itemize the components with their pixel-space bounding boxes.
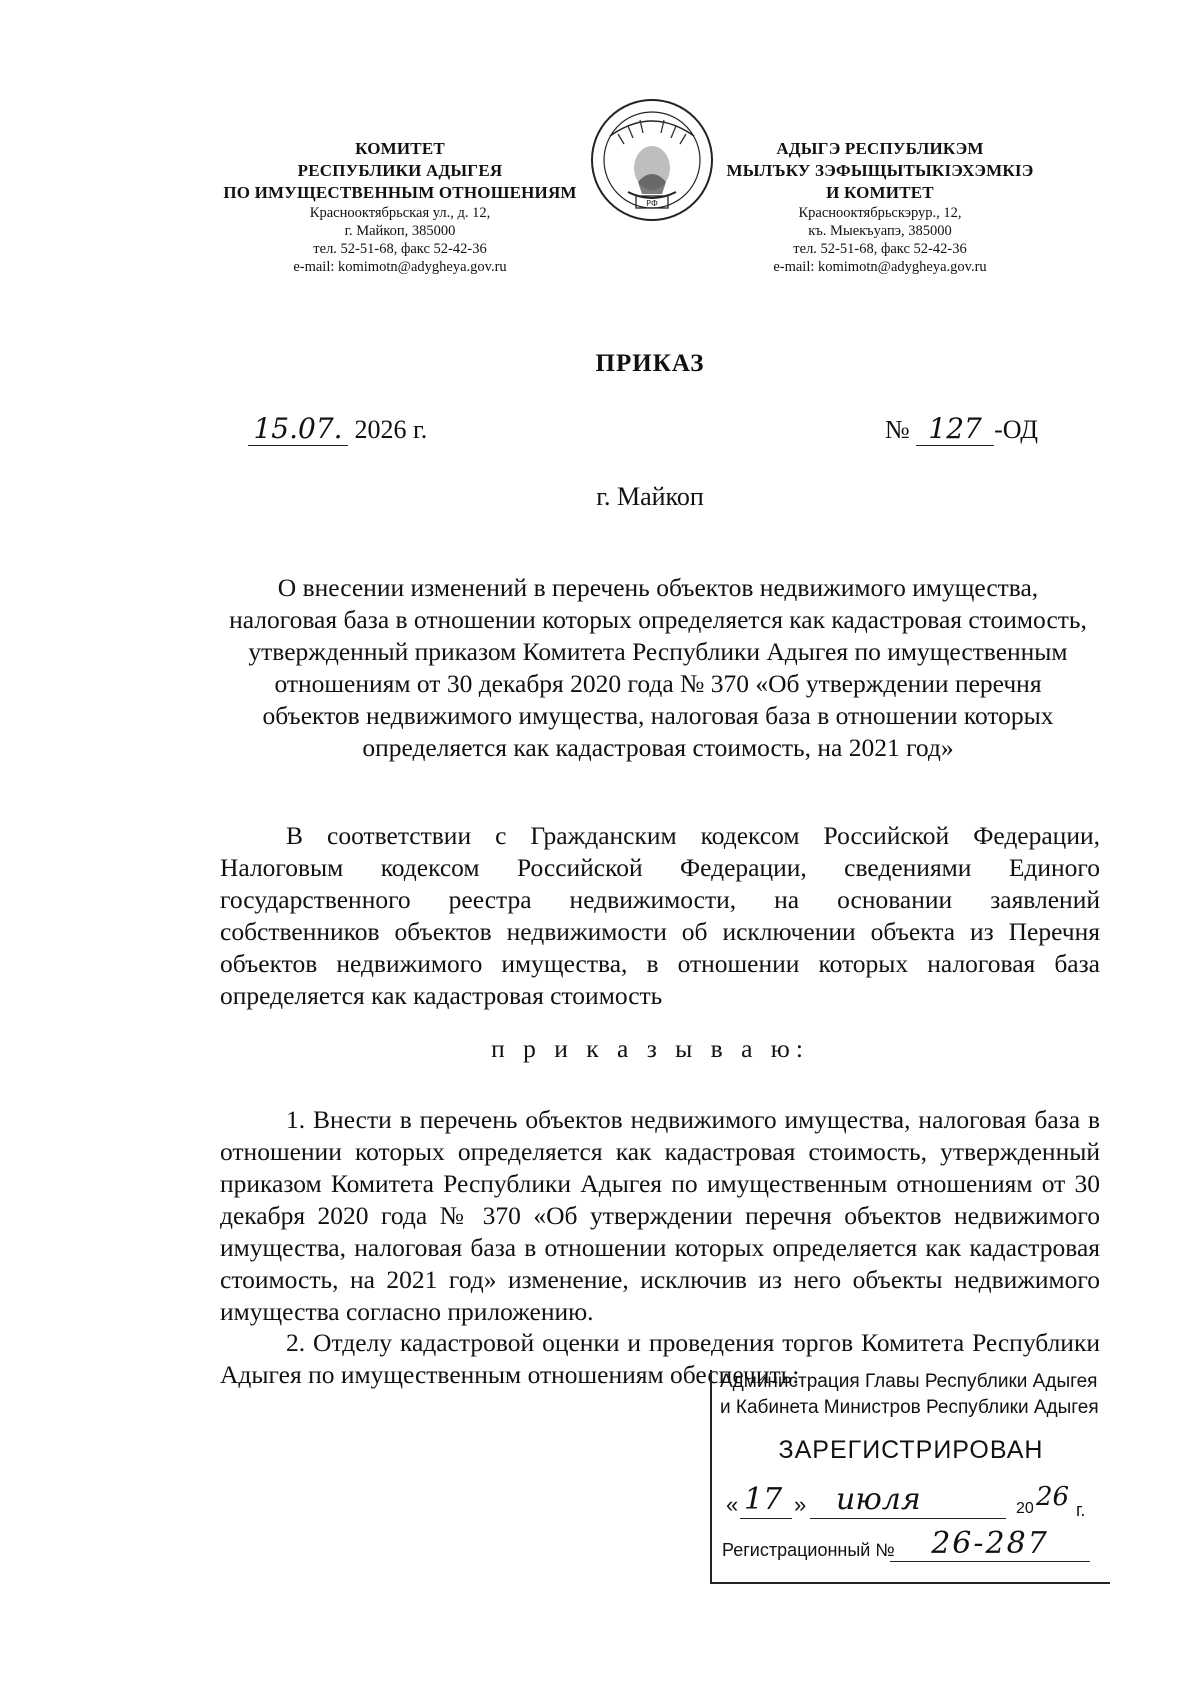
order-item-2: 2. Отделу кадастровой оценки и проведения торгов Комитета Республики Адыгея по имущественным отношениям обеспечить: — [220, 1328, 1100, 1389]
order-item-1: 1. Внести в перечень объектов недвижимого имущества, налоговая база в отношении которых определяется как кадастровая стоимость, утвержденный приказом Комитета Республики Адыгея по имущественным отношениям от 30 декабря 2020 года № 370 «Об утверждении перечня объектов недвижимого имущества, налоговая база в отношении которых определяется как кадастровая стоимость, на 2021 год» изменение, исключив из него объекты недвижимого имущества согласно приложению. — [220, 1105, 1100, 1326]
phone-fax-adyghe: тел. 52-51-68, факс 52-42-36 — [793, 241, 967, 257]
address-adyghe-line2: къ. Мыекъуапэ, 385000 — [808, 223, 952, 239]
stamp-quote-open: « — [726, 1492, 739, 1517]
stamp-line2: и Кабинета Министров Республики Адыгея — [720, 1397, 1099, 1418]
org-name-line3: ПО ИМУЩЕСТВЕННЫМ ОТНОШЕНИЯМ — [223, 183, 577, 202]
date-handwritten: 15.07. — [248, 412, 348, 446]
order-subject: О внесении изменений в перечень объектов недвижимого имущества, налоговая база в отношении которых определяется как кадастровая стоимость, утвержденный приказом Комитета Республики Адыгея по имущественным отношениям от 30 декабря 2020 года № 370 «Об утверждении перечня объектов недвижимого имущества, налоговая база в отношении которых определяется как кадастровая стоимость, на 2021 год» — [229, 573, 1087, 762]
number-prefix: № — [884, 415, 910, 444]
number-handwritten: 127 — [916, 412, 994, 446]
org-name-adyghe-line2: МЫЛЪКУ ЗЭФЫЩЫТЫКIЭХЭМКIЭ — [726, 161, 1034, 180]
stamp-year-prefix: 20 — [1016, 1500, 1034, 1517]
svg-text:РФ: РФ — [646, 199, 658, 208]
stamp-month-handwritten: июля — [836, 1482, 921, 1517]
stamp-registered: ЗАРЕГИСТРИРОВАН — [778, 1436, 1044, 1464]
email: e-mail: komimotn@adygheya.gov.ru — [293, 259, 507, 275]
stamp-line1: Администрация Главы Республики Адыгея — [720, 1371, 1098, 1392]
order-number — [885, 412, 1038, 446]
org-name-line1: КОМИТЕТ — [355, 139, 445, 158]
order-date — [248, 412, 427, 446]
org-name-adyghe-line3: И КОМИТЕТ — [826, 183, 934, 202]
stamp-month-underline — [810, 1518, 1006, 1519]
preamble-paragraph: В соответствии с Гражданским кодексом Российской Федерации, Налоговым кодексом Российской Федерации, сведениями Единого государственного реестра недвижимости, на основании заявлений собственников объектов недвижимости об исключении объекта из Перечня объектов недвижимого имущества, в отношении которых налоговая база определяется как кадастровая стоимость — [220, 821, 1100, 1010]
header-left — [210, 138, 590, 276]
stamp-regno-handwritten: 26-287 — [890, 1526, 1090, 1562]
orders-word: п р и к а з ы в а ю: — [491, 1034, 809, 1063]
org-name-line2: РЕСПУБЛИКИ АДЫГЕЯ — [297, 161, 503, 180]
stamp-regno-label: Регистрационный № — [722, 1540, 895, 1560]
header-right — [690, 138, 1070, 276]
stamp-year-suffix: г. — [1076, 1500, 1086, 1520]
phone-fax: тел. 52-51-68, факс 52-42-36 — [313, 241, 487, 257]
city: г. Майкоп — [596, 482, 704, 511]
address-adyghe-line1: Краснооктябрьскэрур., 12, — [798, 205, 962, 221]
stamp-quote-close: » — [794, 1492, 807, 1517]
stamp-year-handwritten: 26 — [1036, 1482, 1070, 1512]
email-adyghe: e-mail: komimotn@adygheya.gov.ru — [773, 259, 987, 275]
address-line1: Краснооктябрьская ул., д. 12, — [309, 205, 491, 221]
stamp-day-underline — [740, 1518, 792, 1519]
stamp-date — [726, 1484, 1104, 1524]
document-title: ПРИКАЗ — [595, 350, 705, 377]
number-suffix: -ОД — [994, 415, 1038, 444]
address-line2: г. Майкоп, 385000 — [344, 223, 456, 239]
org-name-adyghe-line1: АДЫГЭ РЕСПУБЛИКЭМ — [776, 139, 984, 158]
registration-stamp — [710, 1370, 1110, 1584]
date-year: 2026 г. — [354, 415, 428, 444]
stamp-day-handwritten: 17 — [744, 1482, 783, 1517]
